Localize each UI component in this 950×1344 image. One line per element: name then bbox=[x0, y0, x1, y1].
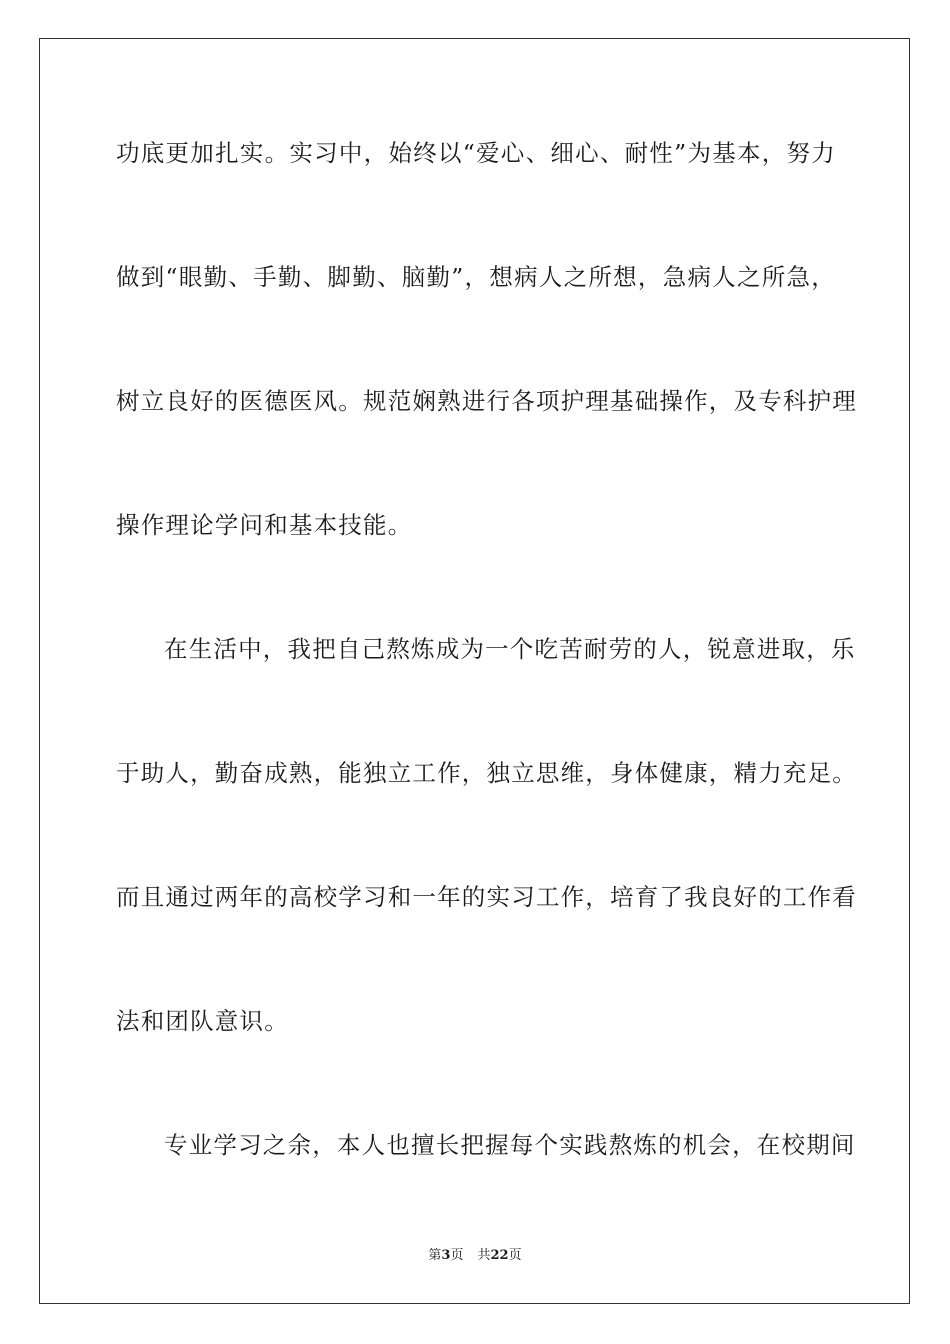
paragraph-line: 而且通过两年的高校学习和一年的实习工作，培育了我良好的工作看 bbox=[116, 883, 857, 911]
page-footer bbox=[0, 1247, 950, 1265]
page-border bbox=[39, 38, 910, 1304]
paragraph-line: 在生活中，我把自己熬炼成为一个吃苦耐劳的人，锐意进取，乐 bbox=[164, 635, 856, 663]
total-prefix: 共 bbox=[477, 1248, 491, 1263]
paragraph-line: 做到“眼勤、手勤、脚勤、脑勤”，想病人之所想，急病人之所急， bbox=[116, 263, 836, 291]
page-suffix: 页 bbox=[450, 1248, 464, 1263]
paragraph-line: 于助人，勤奋成熟，能独立工作，独立思维，身体健康，精力充足。 bbox=[116, 759, 857, 787]
paragraph-line: 功底更加扎实。实习中，始终以“爱心、细心、耐性”为基本，努力 bbox=[116, 139, 836, 167]
page-prefix: 第 bbox=[428, 1248, 442, 1263]
total-pages: 22 bbox=[490, 1248, 509, 1263]
paragraph-line: 专业学习之余，本人也擅长把握每个实践熬炼的机会，在校期间 bbox=[164, 1131, 856, 1159]
paragraph-line: 法和团队意识。 bbox=[116, 1007, 289, 1035]
paragraph-line: 树立良好的医德医风。规范娴熟进行各项护理基础操作，及专科护理 bbox=[116, 387, 857, 415]
total-suffix: 页 bbox=[508, 1248, 522, 1263]
page-number: 3 bbox=[441, 1248, 451, 1263]
paragraph-line: 操作理论学问和基本技能。 bbox=[116, 511, 413, 539]
